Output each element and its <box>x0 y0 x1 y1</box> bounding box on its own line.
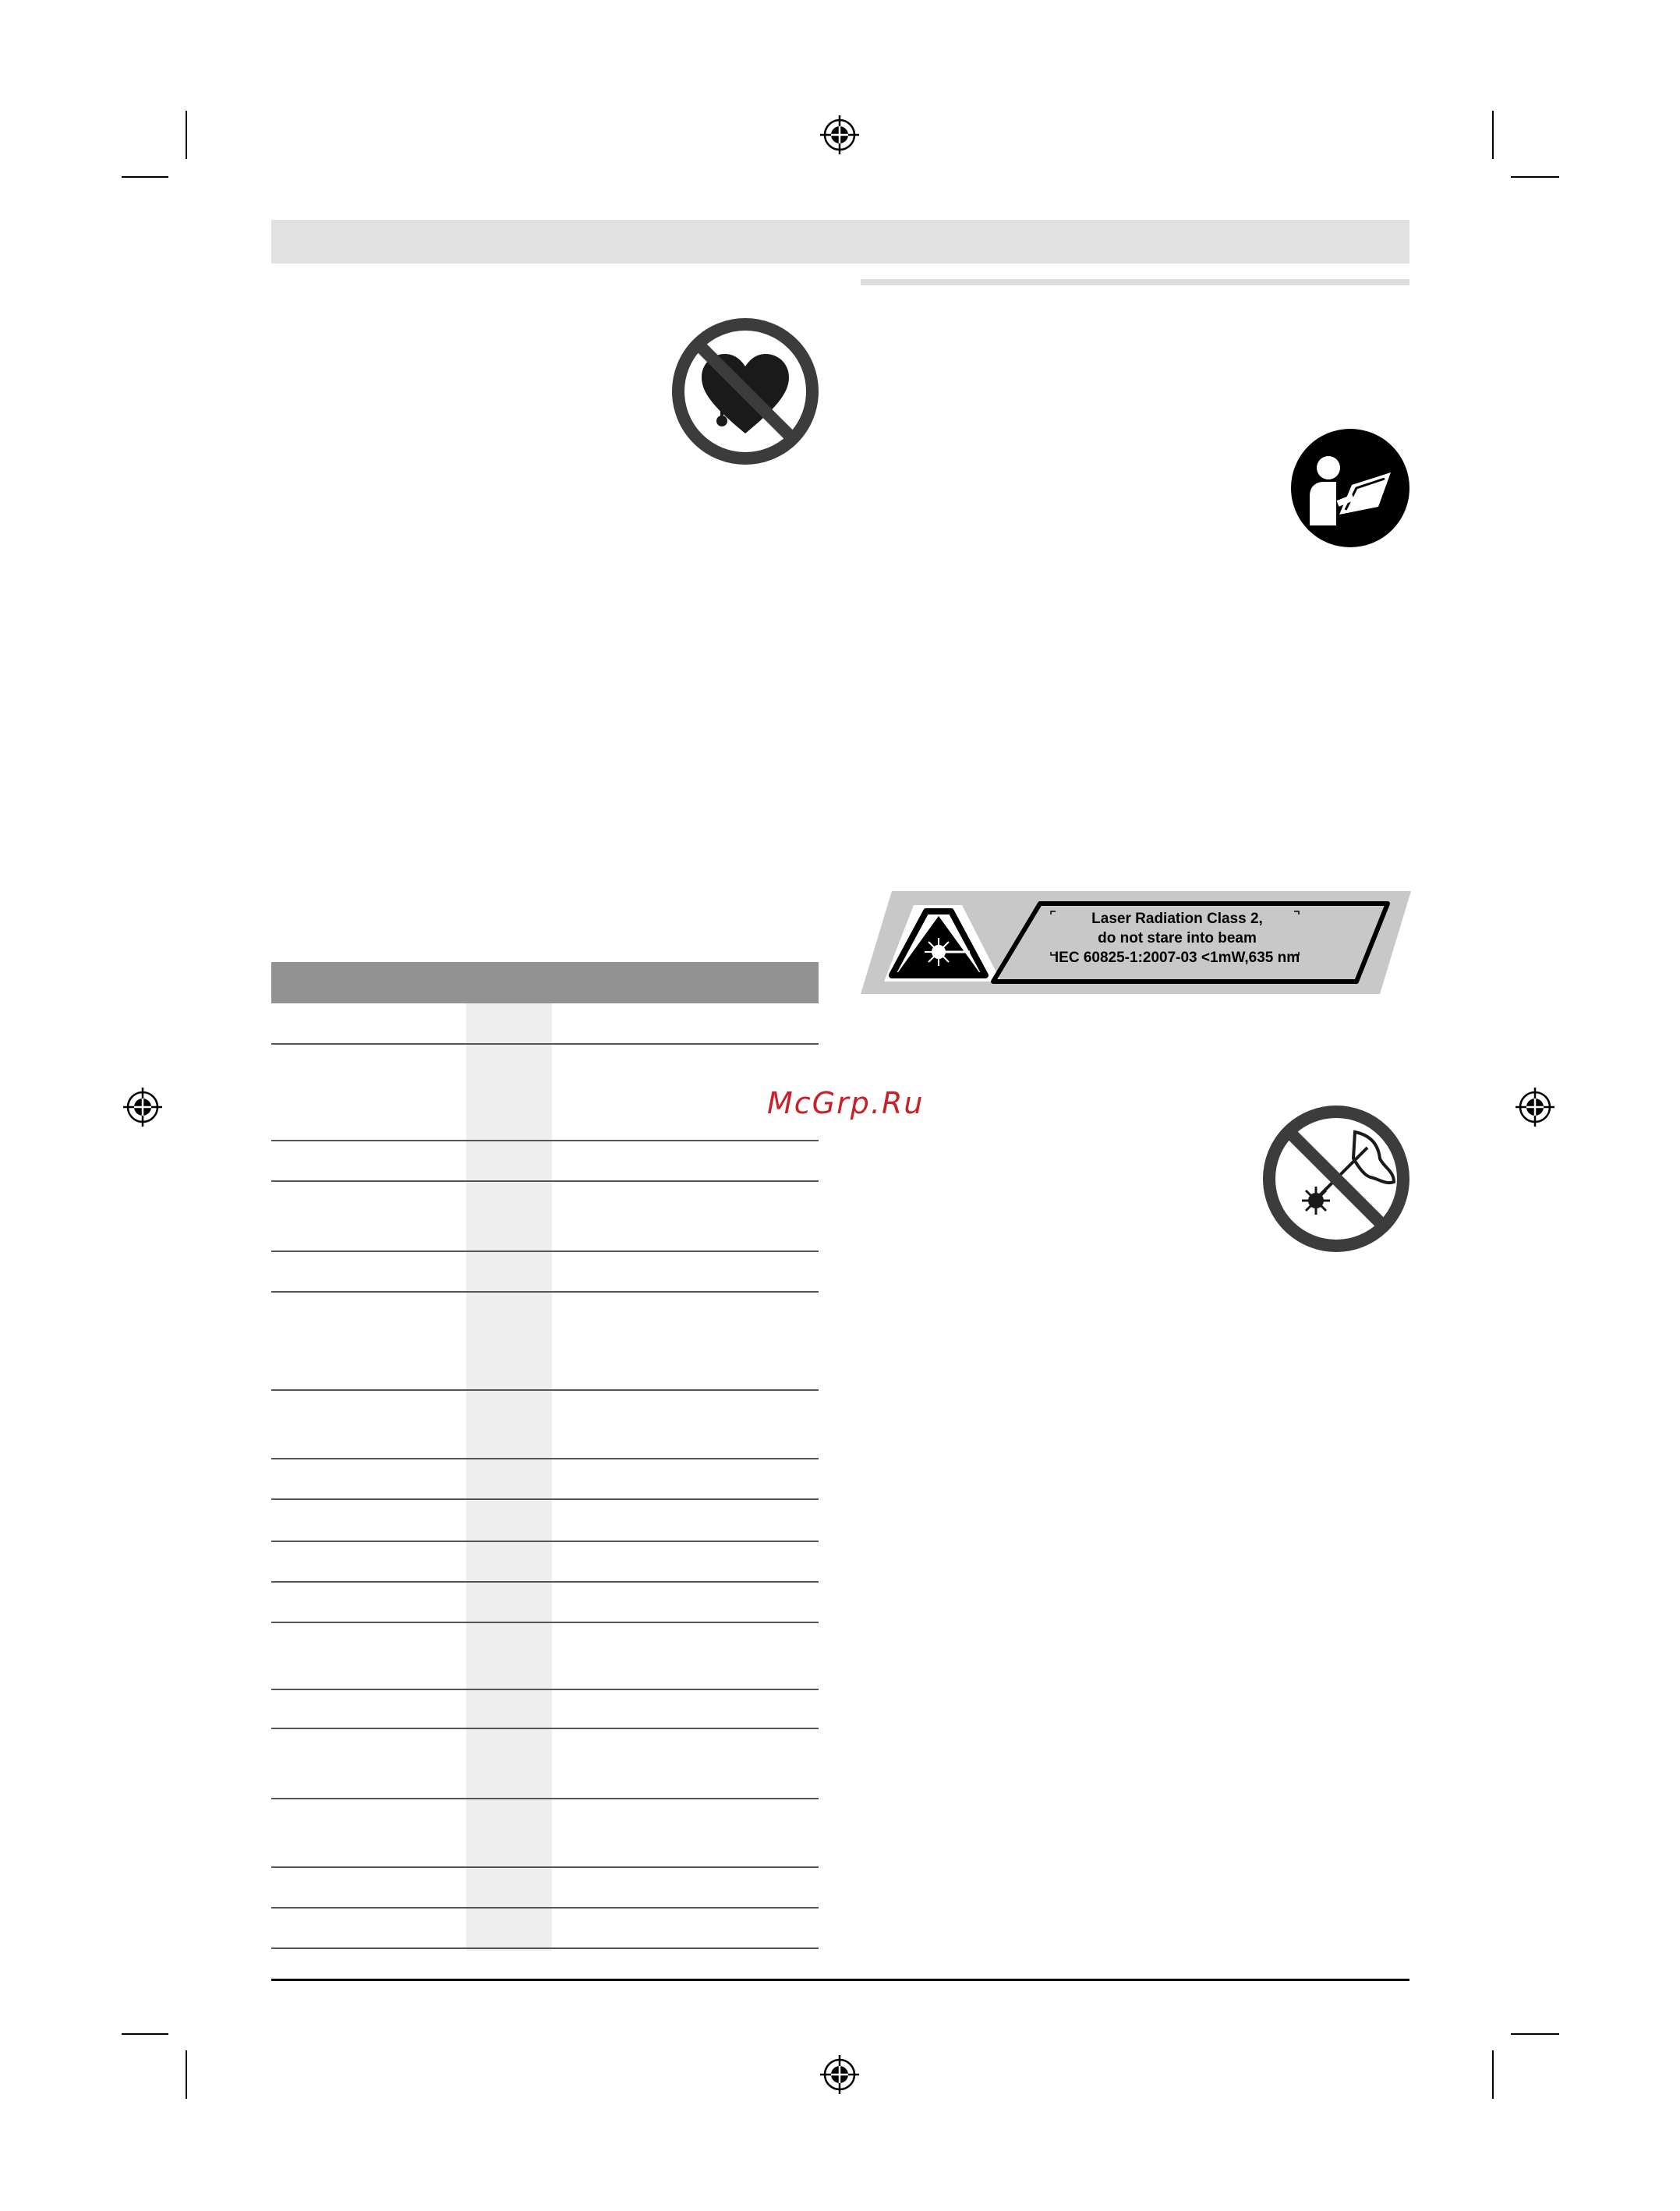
crop-mark-bottom-right-vertical <box>1492 2050 1494 2099</box>
page-header-bar <box>271 220 1409 264</box>
table-row-divider <box>271 1458 819 1459</box>
table-row-divider <box>271 1251 819 1252</box>
crop-mark-top-right-horizontal <box>1511 176 1559 178</box>
table-row-divider <box>271 1622 819 1623</box>
laser-label-line-2: do not stare into beam <box>1098 930 1257 946</box>
page-bottom-rule <box>271 1979 1409 1981</box>
right-column-top-rule <box>861 279 1409 285</box>
table-row-divider <box>271 1728 819 1729</box>
crop-mark-bottom-left-horizontal <box>122 2033 168 2035</box>
table-row-divider <box>271 1798 819 1799</box>
registration-target-icon <box>820 115 859 154</box>
table-row-divider <box>271 1581 819 1583</box>
read-manual-icon <box>1291 429 1409 547</box>
registration-target-icon <box>1516 1088 1554 1127</box>
crop-mark-top-left-vertical <box>186 111 187 159</box>
table-header <box>271 962 819 1003</box>
crop-mark-top-right-vertical <box>1492 111 1494 159</box>
table-row-divider <box>271 1291 819 1293</box>
crop-mark-bottom-right-horizontal <box>1511 2033 1559 2035</box>
laser-label-line-3: IEC 60825-1:2007-03 <1mW,635 nm <box>1054 950 1300 966</box>
registration-target-icon <box>123 1088 162 1127</box>
table-row-divider <box>271 1140 819 1141</box>
crop-mark-top-left-horizontal <box>122 176 168 178</box>
no-pacemaker-icon <box>670 317 820 466</box>
table-row-divider <box>271 1389 819 1391</box>
laser-label-text <box>1045 909 1310 968</box>
no-laser-at-animals-icon <box>1261 1104 1411 1254</box>
table-row-divider <box>271 1498 819 1500</box>
table-middle-column <box>466 1003 552 1951</box>
watermark-text: McGrp.Ru <box>767 1086 925 1120</box>
table-row-divider <box>271 1907 819 1909</box>
table-row-divider <box>271 1866 819 1868</box>
table-row-divider <box>271 1689 819 1690</box>
table-row-divider <box>271 1947 819 1949</box>
table-row-divider <box>271 1541 819 1542</box>
table-row-divider <box>271 1043 819 1045</box>
crop-mark-bottom-left-vertical <box>186 2050 187 2099</box>
laser-label-line-1: Laser Radiation Class 2, <box>1091 911 1263 927</box>
table-row-divider <box>271 1180 819 1182</box>
registration-target-icon <box>820 2055 859 2094</box>
